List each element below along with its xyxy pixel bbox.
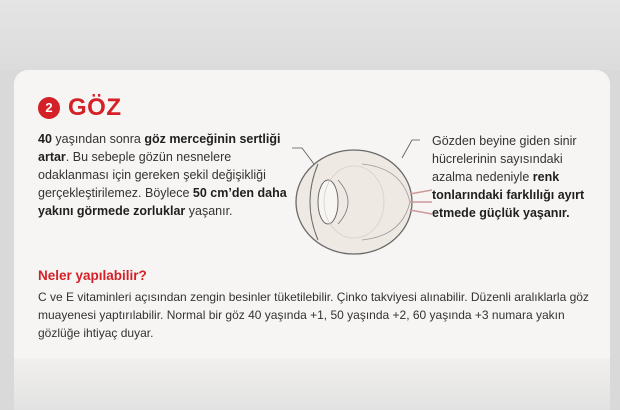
- right-leader-line: [402, 140, 420, 158]
- background-paper: [0, 0, 620, 70]
- age-40: 40: [38, 132, 52, 146]
- eye-anatomy-illustration: [262, 128, 432, 268]
- optic-nerve: [410, 190, 432, 214]
- left-text-part: yaşanır.: [185, 204, 233, 218]
- lens-shape: [318, 180, 338, 224]
- lens-hardening-text: [38, 130, 288, 220]
- advice-text: C ve E vitaminleri açısından zengin besinler tüketilebilir. Çinko takviyesi alınabilir. Düzenli aralıklarla göz muayenesi yaptırılabilir. Normal bir göz 40 yaşında +1, 50 yaşında +2, 60 yaşında +3 numara yakın gözlüğe ihtiyaç duyar.: [38, 290, 589, 340]
- right-bold-color-tones: renk tonlarındaki farklılığı ayırt etmede güçlük yaşanır.: [432, 170, 585, 220]
- left-text-part: yaşından sonra: [51, 132, 145, 146]
- left-text-part: . Bu sebeple gözün nesnelere odaklanması için gereken şekil değişikliği gerçekleştirilemez. Böylece: [38, 150, 266, 200]
- card-bottom-fade: [14, 358, 610, 410]
- color-perception-text: [432, 132, 604, 222]
- right-text-part: Gözden beyine giden sinir hücrelerinin sayısındaki azalma nedeniyle: [432, 134, 577, 184]
- left-bold-lens: göz merceğinin sertliği artar: [38, 132, 281, 164]
- section-title: GÖZ: [68, 94, 122, 121]
- advice-heading: Neler yapılabilir?: [38, 268, 147, 283]
- section-number-badge: 2: [38, 97, 60, 119]
- left-bold-near-vision: 50 cm’den daha yakını görmede zorluklar: [38, 186, 287, 218]
